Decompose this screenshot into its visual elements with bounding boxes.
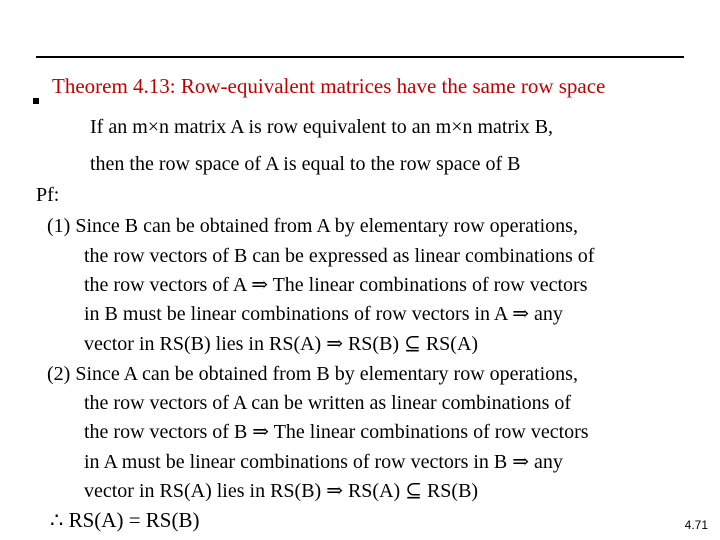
proof-line: (1) Since B can be obtained from A by elementary row operations, <box>47 215 578 237</box>
theorem-statement-line-1: If an m×n matrix A is row equivalent to an m×n matrix B, <box>90 116 554 138</box>
title-rule <box>36 56 684 58</box>
proof-line: vector in RS(B) lies in RS(A) ⇒ RS(B) ⊆ RS(A) <box>84 333 479 355</box>
conclusion: ∴ RS(A) = RS(B) <box>50 508 200 532</box>
proof-line: the row vectors of B can be expressed as linear combinations of <box>84 245 595 267</box>
proof-line: the row vectors of A ⇒ The linear combinations of row vectors <box>84 274 588 296</box>
proof-line: the row vectors of A can be written as linear combinations of <box>84 392 572 414</box>
proof-line: (2) Since A can be obtained from B by elementary row operations, <box>47 363 578 385</box>
page-number: 4.71 <box>684 518 708 532</box>
proof-line: the row vectors of B ⇒ The linear combinations of row vectors <box>84 421 589 443</box>
proof-label: Pf: <box>36 184 60 206</box>
bullet-icon <box>33 98 39 104</box>
theorem-title: Theorem 4.13: Row-equivalent matrices have the same row space <box>52 74 606 98</box>
proof-line: in A must be linear combinations of row vectors in B ⇒ any <box>84 451 563 473</box>
proof-line: in B must be linear combinations of row vectors in A ⇒ any <box>84 303 563 325</box>
theorem-statement-line-2: then the row space of A is equal to the row space of B <box>90 153 521 175</box>
proof-line: vector in RS(A) lies in RS(B) ⇒ RS(A) ⊆ RS(B) <box>84 480 479 502</box>
